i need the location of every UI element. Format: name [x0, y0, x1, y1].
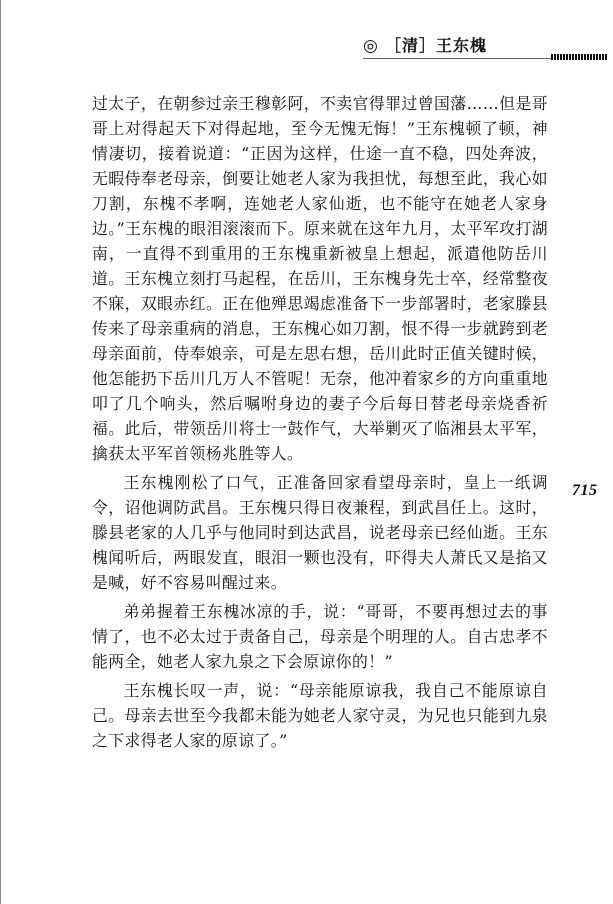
header-decorative-bar — [551, 54, 607, 60]
paragraph-2: 王东槐刚松了口气，正准备回家看望母亲时，皇上一纸调令，诏他调防武昌。王东槐只得日夜兼程，到武昌任上。这时，滕县老家的人几乎与他同时到达武昌，说老母亲已经仙逝。王东槐闻听后，两眼发直，眼泪一颗也没有，吓得夫人萧氏又是掐又是喊，好不容易叫醒过来。 — [92, 473, 548, 592]
running-header — [363, 36, 603, 60]
header-circle-icon: ◎ — [363, 36, 378, 56]
header-title: ［清］王东槐 — [385, 36, 488, 55]
paragraph-1: 过太子，在朝参过亲王穆彰阿，不卖官得罪过曾国藩……但是哥哥上对得起天下对得起地，至今无愧无悔！”王东槐顿了顿，神情凄切，接着说道：“正因为这样，仕途一直不稳，四处奔波，无暇侍奉老母亲，倒要让她老人家为我担忧，每想至此，我心如刀割，东槐不孝啊，连她老人家仙逝，也不能守在她老人家身边。”王东槐的眼泪滚滚而下。原来就在这年九月，太平军攻打湖南，一直得不到重用的王东槐重新被皇上想起，派遣他防岳川道。王东槐立刻打马起程，在岳川，王东槐身先士卒，经常整夜不寐，双眼赤红。正在他殚思竭虑准备下一步部署时，老家滕县传来了母亲重病的消息，王东槐心如刀割，恨不得一步就跨到老母亲面前，侍奉娘亲，可是左思右想，岳川此时正值关键时候，他怎能扔下岳川几万人不管呢！无奈，他冲着家乡的方向重重地叩了几个响头，然后嘱咐身边的妻子今后每日替老母亲烧香祈福。此后，带领岳川将士一鼓作气，大举剿灭了临湘县太平军，擒获太平军首领杨兆胜等人。 — [92, 94, 548, 463]
body-text — [92, 91, 548, 757]
page-number: 715 — [572, 482, 598, 499]
paragraph-3: 弟弟握着王东槐冰凉的手，说：“哥哥，不要再想过去的事情了，也不必太过于责备自己，母亲是个明理的人。自古忠孝不能两全，她老人家九泉之下会原谅你的！” — [92, 602, 548, 671]
paragraph-4: 王东槐长叹一声，说：“母亲能原谅我，我自己不能原谅自己。母亲去世至今我都未能为她老人家守灵，为兄也只能到九泉之下求得老人家的原谅了。” — [92, 681, 548, 750]
header-rule — [363, 58, 551, 59]
